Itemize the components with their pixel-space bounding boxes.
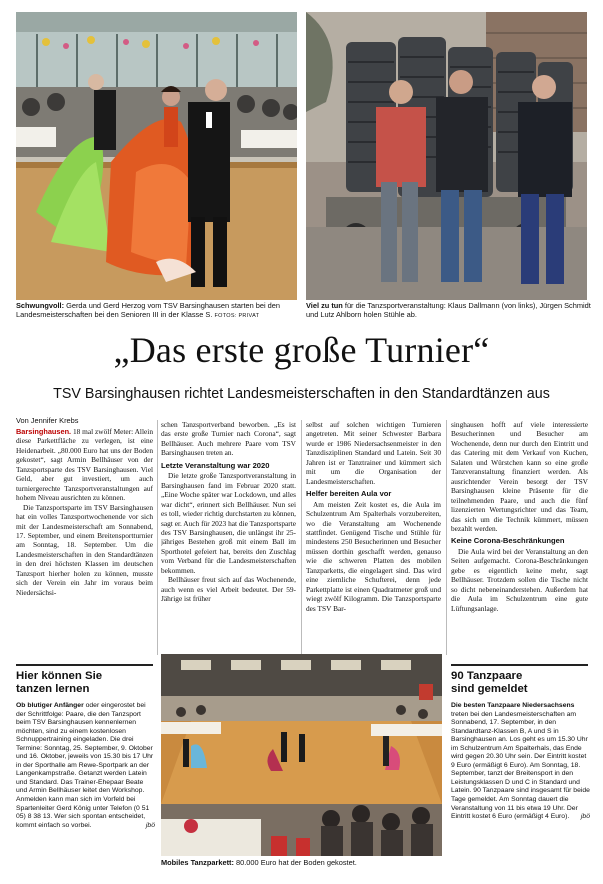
sidebar-right-heading-line1: 90 Tanzpaare	[451, 670, 523, 682]
caption-bottom-bold: Mobiles Tanzparkett:	[161, 858, 234, 867]
article-column-4	[451, 420, 588, 657]
subheadline: TSV Barsinghausen richtet Landesmeisterschaften in den Standardtänzen aus	[53, 386, 550, 402]
sidebar-left-lead: Ob blutiger Anfänger	[16, 702, 84, 709]
col2-paragraph-2: Bellhäuser freut sich auf das Wochenende, auch wenn es viel Arbeit bedeutet. Der 59-Jährige ist früher	[161, 575, 296, 604]
col1-paragraph-1: 18 mal zwölf Meter: Allein diese Parkettfläche zu verlegen, ist eine Heidenarbeit. „80.000 Euro hat uns der Boden gekostet“, sagt Armin Bellhäuser von der Tanzsportsparte des TSV Barsinghausen. Viel Geld, aber gut investiert, um auch turniergerechte Tanzsportveranstaltungen auf hohem Niveau ausrichten zu können.	[16, 427, 153, 503]
divider-left-box	[16, 664, 153, 666]
col3-subheading: Helfer bereiten Aula vor	[306, 489, 392, 499]
sidebar-right-text	[451, 702, 590, 872]
column-divider	[157, 420, 158, 655]
sidebar-left-body: oder eingerostet bei der Schrittfolge: Paare, die den Tanzsport beim TSV Barsinghausen kennenlernen möchten, sind zu einem kostenlosen Schnuppertraining eingeladen. Die drei Termine: Sonntag, 25. September, 9. Oktober und 16. Oktober, jeweils von 15.30 bis 17 Uhr in der Sporthalle am Rewe-Sportpark an der Langenkampstraße. Getanzt werden Latein und Standard. Das Trainer-Ehepaar Beate und Armin Bellhäuser leitet den Workshop. Anmelden kann man sich im Vorfeld bei Spartenleiter Gerd König unter Telefon (0 51 05) 8 38 13. Wer sich spontan entscheidet, kommt einfach so vorbei.	[16, 702, 154, 829]
sidebar-left-heading-line1: Hier können Sie	[16, 670, 103, 682]
col2-paragraph-1: Die letzte große Tanzsportveranstaltung in Barsinghausen fand im Februar 2020 statt. „Eine Woche später war Lockdown, und alles war dicht“, erinnert sich Bellhäuser. Nun sei es toll, wieder richtig durchstarten zu können, sagt er. Auch für 2023 hat die Tanzsportsparte des TSV Barsinghausen, die unlängst ihr 25-jähriges Bestehen groß mit einem Ball im Sporthotel gefeiert hat, bereits den Zuschlag vom Verband für die Landesmeisterschaften bekommen.	[161, 471, 296, 575]
article-column-1	[16, 427, 153, 657]
sidebar-left-sign: jbö	[145, 821, 155, 829]
sidebar-right-body: treten bei den Landesmeisterschaften am Sonnabend, 17. September, in den Standardtanz-Klassen B, A und S in Barsinghausen an. Los geht es um 15.30 Uhr im Schulzentrum Am Spalterhals, das Ende wird gegen 20.30 Uhr sein. Der Eintritt kostet 9 Euro (ermäßigt 6 Euro). Am Sonntag, 18. September, tanzt der Breitensport in den Leistungsklassen D und C in Standard und Latein. 90 Tanzpaare sind insgesamt für beide Tage gemeldet. Am Sonntag dauert die Veranstaltung von 11 bis etwa 19 Uhr. Der Eintritt kostet 6 Euro (ermäßigt 4 Euro).	[451, 710, 590, 821]
caption-right-photo	[306, 301, 591, 319]
article-column-3	[306, 420, 441, 657]
dateline: Barsinghausen.	[16, 427, 72, 436]
sidebar-right-sign: jbö	[580, 813, 590, 821]
col2-intro: schen Tanzsportverband beworben. „Es ist das erste große Turnier nach Corona“, sagt Bellhäuser. Auch mehrere Paare vom TSV Barsinghausen treten an.	[161, 420, 296, 458]
col1-paragraph-2: Die Tanzsportsparte im TSV Barsinghausen hat ein volles Tanzsportwochenende vor sich mit der Landesmeisterschaft am Sonnabend, 17. September, und einem Breitensportturnier am Sonntag, 18. September. Um die Landesmeisterschaften in den Standardtänzen in den drei höchsten Klassen im deutschen Tanzsport hierher holen zu können, musste sich der Verein ein Jahr im voraus beim Niedersächsi-	[16, 502, 153, 597]
col3-paragraph-1: Am meisten Zeit kostet es, die Aula im Schulzentrum Am Spalterhals vorzubereiten, wo die Veranstaltung am Wochenende stattfindet. Genügend Tische und Stühle für mindestens 250 Besucherinnen und Besucher müssen dorthin geschafft werden, genauso wie die schweren Platten des mobilen Tanzparketts, die eingelagert sind. Das wird eine ziemliche Schufterei, denn jede Parkettplatte ist einen Quadratmeter groß und wiegt zwölf Kilogramm. Die Tanzsportsparte des TSV Bar-	[306, 499, 441, 613]
sidebar-right-heading-line2: sind gemeldet	[451, 683, 528, 695]
column-divider	[301, 420, 302, 655]
sidebar-left-heading-line2: tanzen lernen	[16, 683, 90, 695]
divider-right-box	[451, 664, 588, 666]
caption-bottom-photo	[161, 858, 442, 867]
caption-right-bold: Viel zu tun	[306, 301, 343, 310]
photo-dancing-couple	[16, 12, 297, 300]
sidebar-left-heading	[16, 670, 156, 696]
photo-chairs-helpers	[306, 12, 587, 300]
article-column-2	[161, 420, 296, 657]
byline: Von Jennifer Krebs	[16, 416, 79, 425]
col4-paragraph-1: Die Aula wird bei der Veranstaltung an den Seiten aufgemacht. Corona-Beschränkungen gebe es eigentlich keine mehr, sagt Bellhäuser. Trotzdem sollen die Tische nicht so dicht nebeneinanderstehen. Außerdem hat die Aula im Schulzentrum eine gute Lüftungsanlage.	[451, 546, 588, 613]
caption-bottom-text: 80.000 Euro hat der Boden gekostet.	[236, 858, 357, 867]
column-divider	[446, 420, 447, 655]
photo-dance-floor	[161, 654, 442, 856]
photo-credit: FOTOS: PRIVAT	[214, 313, 260, 319]
caption-left-text: Gerda und Gerd Herzog vom TSV Barsinghausen starten bei den Landesmeisterschaften bei den Senioren III in der Klasse S.	[16, 301, 281, 319]
col2-subheading: Letzte Veranstaltung war 2020	[161, 460, 270, 470]
caption-right-text: für die Tanzsportveranstaltung: Klaus Dallmann (von links), Jürgen Schmidt und Lutz Ahlborn holen Stühle ab.	[306, 301, 591, 319]
caption-left-bold: Schwungvoll:	[16, 301, 65, 310]
sidebar-right-lead: Die besten Tanzpaare Niedersachsens	[451, 702, 575, 709]
col4-intro: singhausen hofft auf viele interessierte Besucherinnen und Besucher am Wochenende, denn nur durch den Eintritt und das Catering mit dem Verkauf von Kuchen, Salaten und Würstchen kann so eine große Tanzveranstaltung finanziert werden. Als ausrichtender Verein besorgt der TSV Barsinghausen kleine Präsente für die teilnehmenden Paare, und auch die fünf lizenzierten Wertungsrichter und das Team, das sich um die Technik kümmert, müssen bezahlt werden.	[451, 420, 588, 533]
col3-intro: selbst auf solchen wichtigen Turnieren angetreten. Mit seiner Schwester Barbara wurde er 1986 Niedersachsenmeister in den Tanzdisziplinen Standard und Latein. Seit 30 Jahren ist er Tanztrainer und kümmert sich mit um die Organisation der Landesmeisterschaften.	[306, 420, 441, 486]
col4-subheading: Keine Corona-Beschränkungen	[451, 536, 565, 546]
sidebar-right-heading	[451, 670, 591, 696]
headline: „Das erste große Turnier“	[113, 330, 490, 370]
caption-left-photo	[16, 301, 297, 321]
sidebar-left-text	[16, 702, 155, 872]
